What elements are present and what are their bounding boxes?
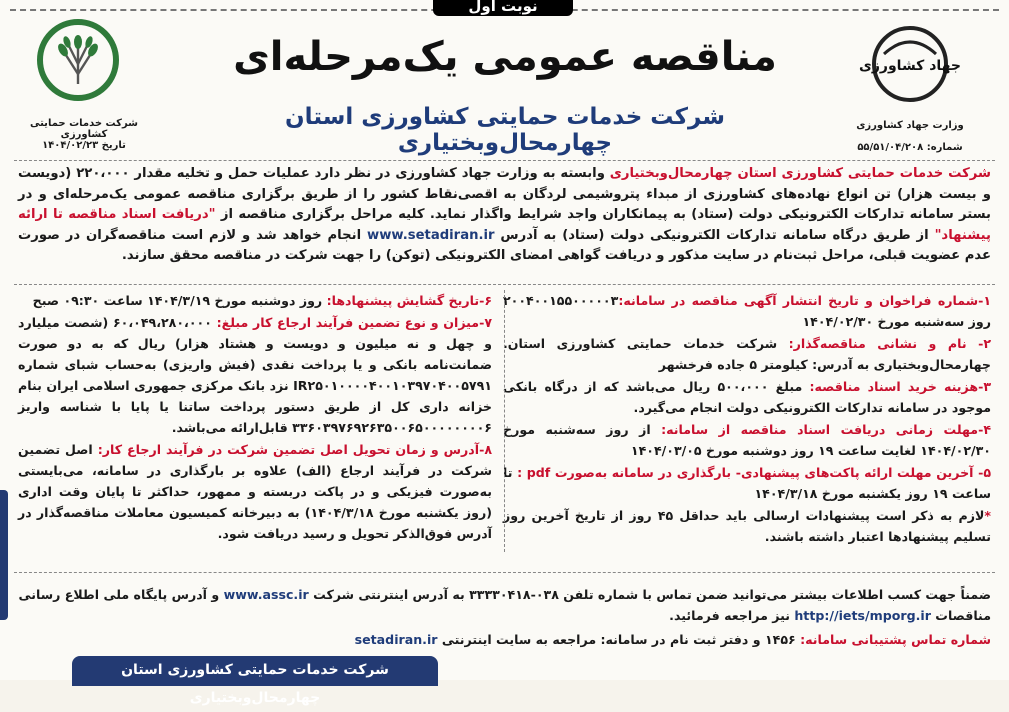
item-heading: ۷-میزان و نوع تضمین فرآیند ارجاع کار مبلغ: <box>216 315 493 330</box>
item-body: تا ساعت ۱۹ روز یکشنبه مورخ ۱۴۰۴/۳/۱۸ <box>503 465 991 501</box>
letter-number: شماره: ۵۵/۵۱/۰۴/۲۰۸ <box>857 142 963 153</box>
column-divider <box>504 290 505 552</box>
ministry-name: وزارت جهاد کشاورزی <box>856 120 964 131</box>
intro-text-3: انجام خواهد شد و لازم است مناقصه‌گران در صورت عدم عضویت قبلی، مراحل ثبت‌نام در سایت مذکور و دریافت گواهی امضای الکترونیکی (توکن) را جهت شرکت در مناقصه محقق سازند. <box>18 227 991 263</box>
item-heading: ۱-شماره فراخوان و تاریخ انتشار آگهی مناقصه در سامانه: <box>618 293 991 308</box>
item-heading: ۴-مهلت زمانی دریافت اسناد مناقصه از سامانه: <box>661 422 991 437</box>
turn-label: نوبت اول <box>433 0 573 16</box>
list-item <box>503 462 991 504</box>
contact-text-2: و آدرس پایگاه ملی اطلاع رسانی مناقصات <box>18 587 991 623</box>
item-body: لازم به ذکر است پیشنهادات ارسالی باید حداقل ۴۵ روز از تاریخ آخرین روز تسلیم پیشنهادها اعتبار داشته باشند. <box>503 508 991 544</box>
header-divider <box>14 160 995 161</box>
contact-paragraph <box>18 584 991 626</box>
item-body: اصل تضمین شرکت در فرآیند ارجاع (الف) علاوه بر بارگذاری در سامانه، می‌بایستی به‌صورت فیزیکی و در پاکت دربسته و ممهور، حداکثر تا پایان وقت اداری (روز یکشنبه مورخ ۱۴۰۴/۳/۱۸) به دبیرخانه کمیسیون معاملات مناقصه‌گذار در آدرس فوق‌الذکر تحویل و رسید دریافت شود. <box>18 442 492 541</box>
intro-paragraph <box>18 164 991 267</box>
intro-text-1: وابسته به وزارت جهاد کشاورزی در نظر دارد عملیات حمل و تخلیه مقدار ۲۲۰،۰۰۰ (دویست و بیست هزار) تن انواع نهاده‌های کشاورزی از مبداء پتروشیمی لردگان به اقصی‌نقاط کشور را از طریق برگزاری مناقصه عمومی یک‌مرحله‌ای و در بستر سامانه تدارکات الکترونیکی دولت (ستاد) به پیمانکاران واجد شرایط واگذار نماید. کلیه مراحل برگزاری مناقصه از <box>18 166 992 222</box>
list-item <box>18 290 492 311</box>
contact-text-3: نیز مراجعه فرمائید. <box>669 608 795 623</box>
item-heading: ۲- نام و نشانی مناقصه‌گذار: <box>788 336 991 351</box>
assc-link[interactable]: www.assc.ir <box>223 587 309 602</box>
iets-link[interactable]: http://iets/mporg.ir <box>794 608 931 623</box>
item-heading: ۶-تاریخ گشایش پیشنهادها: <box>326 293 492 308</box>
page-subtitle: شرکت خدمات حمایتی کشاورزی استان چهارمحال‌وبختیاری <box>285 104 725 156</box>
support-heading: شماره تماس پشتیبانی سامانه: <box>800 632 991 647</box>
list-item <box>503 290 991 332</box>
ministry-logo-icon <box>859 24 961 104</box>
list-item <box>503 333 991 375</box>
item-heading: ۸-آدرس و زمان تحویل اصل تضمین شرکت در فرآیند ارجاع کار: <box>97 442 492 457</box>
tender-date: تاریخ ۱۴۰۴/۰۲/۲۳ <box>42 140 126 151</box>
left-org-name: شرکت خدمات حمایتی کشاورزی <box>29 118 139 140</box>
contact-text-1: ضمناً جهت کسب اطلاعات بیشتر می‌توانید ضمن تماس با شماره تلفن ۰۳۸-۳۳۳۳۰۴۱۸ به آدرس اینترنتی شرکت <box>308 587 991 602</box>
intro-text-2: از طریق درگاه سامانه تدارکات الکترونیکی دولت (ستاد) به آدرس <box>494 227 935 243</box>
bottom-banner: شرکت خدمات حمایتی کشاورزی استان چهارمحال‌وبختیاری <box>72 656 438 686</box>
support-link[interactable]: setadiran.ir <box>354 632 438 647</box>
item-body: از روز سه‌شنبه مورخ ۱۴۰۴/۰۲/۳۰ لغایت ساعت ۱۹ روز دوشنبه مورخ ۱۴۰۴/۰۳/۰۵ <box>503 422 991 458</box>
ministry-logo-text: جهاد کشاورزی <box>859 58 961 74</box>
list-item <box>503 419 991 461</box>
list-item <box>18 439 492 544</box>
item-heading: ۳-هزینه خرید اسناد مناقصه: <box>809 379 992 394</box>
item-heading: * <box>984 508 991 523</box>
item-body: شرکت خدمات حمایتی کشاورزی استان. چهارمحال‌وبختیاری به آدرس: کیلومتر ۵ جاده فرخشهر <box>503 336 991 372</box>
page-title: مناقصه عمومی یک‌مرحله‌ای <box>233 34 777 80</box>
details-columns <box>18 290 991 560</box>
item-body: ۶۰،۰۴۹،۲۸۰،۰۰۰ (شصت میلیارد و چهل و نه میلیون و دویست و هشتاد هزار) ریال که به دو صورت ضمانت‌نامه بانکی و یا پرداخت نقدی (فیش واریزی) به‌حساب شبای شماره IR۲۵۰۱۰۰۰۰۴۰۰۱۰۳۹۷۰۴۰۰۵۷۹۱ نزد بانک مرکزی جمهوری اسلامی ایران بنام خزانه داری کل از طریق دستور پرداخت ساتنا یا پایا با شناسه واریز ۳۳۶۰۳۹۷۶۹۲۶۳۵۰۰۶۵۰۰۰۰۰۰۰۰۶ قابل‌ارائه می‌باشد. <box>18 315 492 435</box>
details-right-column <box>503 290 991 548</box>
intro-company-name: شرکت خدمات حمایتی کشاورزی استان چهارمحال‌وبختیاری <box>609 166 991 181</box>
intro-highlight: "دریافت اسناد مناقصه تا ارائه پیشنهاد" <box>18 207 991 243</box>
side-tab-decoration <box>0 490 8 620</box>
footer-divider <box>14 572 995 573</box>
company-logo-icon <box>36 18 120 102</box>
support-line <box>18 632 991 647</box>
intro-divider <box>14 284 995 285</box>
item-heading: ۵- آخرین مهلت ارائه پاکت‌های پیشنهادی- بارگذاری در سامانه به‌صورت pdf : <box>517 465 992 480</box>
list-item <box>18 312 492 438</box>
list-item <box>503 505 991 547</box>
item-body: روز دوشنبه مورخ ۱۴۰۴/۳/۱۹ ساعت ۰۹:۳۰ صبح <box>32 293 327 308</box>
support-text: ۱۴۵۶ و دفتر ثبت نام در سامانه: مراجعه به سایت اینترنتی <box>437 632 801 647</box>
item-body: مبلغ ۵۰۰،۰۰۰ ریال می‌باشد که از درگاه بانکی موجود در سامانه تدارکات الکترونیکی دولت انجام می‌گیرد. <box>503 379 991 415</box>
list-item <box>503 376 991 418</box>
setad-link[interactable]: www.setadiran.ir <box>367 227 495 243</box>
details-left-column <box>18 290 492 545</box>
item-body: ۲۰۰۴۰۰۱۵۵۰۰۰۰۰۳ روز سه‌شنبه مورخ ۱۴۰۴/۰۲/۳۰ <box>503 293 991 329</box>
